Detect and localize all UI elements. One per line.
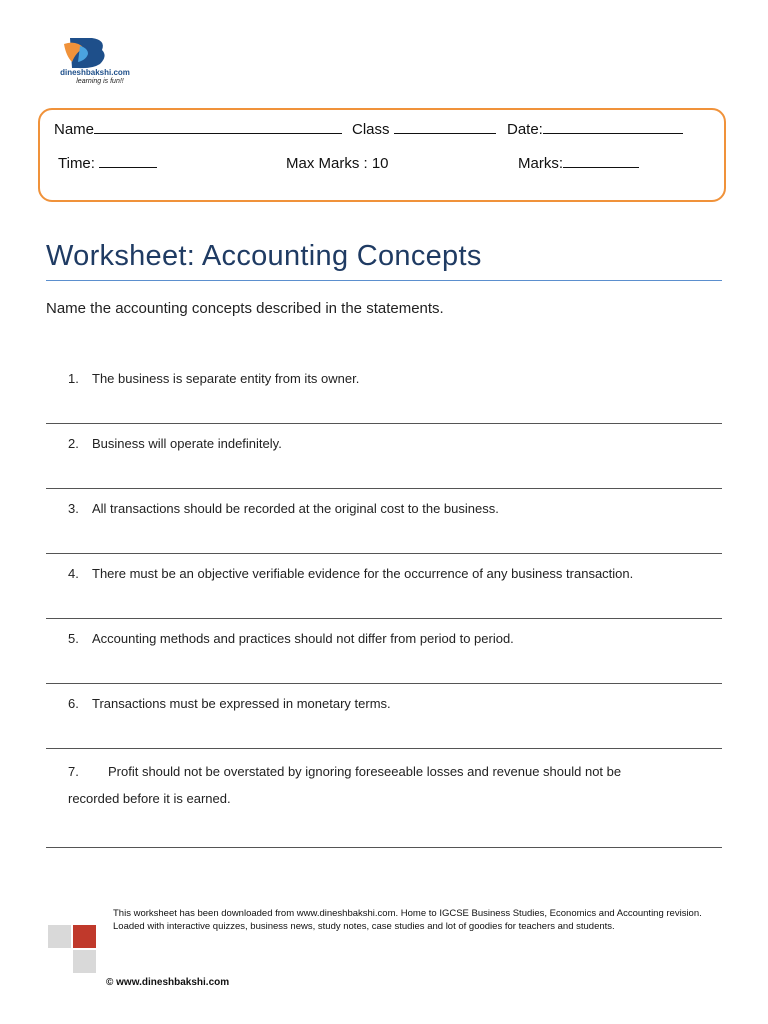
question-text: There must be an objective verifiable evidence for the occurrence of any business transaction.: [92, 566, 634, 581]
question-number: 4.: [68, 566, 79, 581]
time-field[interactable]: [58, 155, 157, 172]
class-field[interactable]: [352, 121, 496, 138]
question-7: [68, 758, 668, 812]
date-label: Date:: [507, 121, 543, 138]
name-blank[interactable]: [94, 121, 342, 134]
logo-name: dineshbakshi.com: [60, 68, 130, 77]
max-marks: Max Marks : 10: [286, 155, 389, 172]
question-text: The business is separate entity from its owner.: [92, 371, 360, 386]
footer-square-grey: [48, 925, 71, 948]
footer-square-grey-2: [73, 950, 96, 973]
answer-line-5[interactable]: [46, 683, 722, 684]
footer-square-red: [73, 925, 96, 948]
marks-blank[interactable]: [563, 155, 639, 168]
instructions: Name the accounting concepts described in the statements.: [46, 300, 444, 317]
name-label: Name: [54, 121, 95, 138]
date-blank[interactable]: [543, 121, 683, 134]
marks-field[interactable]: [518, 155, 639, 172]
question-text: Business will operate indefinitely.: [92, 436, 282, 451]
question-number: 6.: [68, 696, 79, 711]
question-number: 7.: [68, 764, 79, 779]
answer-line-2[interactable]: [46, 488, 722, 489]
question-6: [68, 696, 708, 711]
question-text: Accounting methods and practices should not differ from period to period.: [92, 631, 514, 646]
footer-note: This worksheet has been downloaded from www.dineshbakshi.com. Home to IGCSE Business Studies, Economics and Accounting revision. Loaded with interactive quizzes, business news, study notes, case studies and lot of goodies for teachers and students.: [113, 908, 702, 932]
question-3: [68, 501, 708, 516]
title-divider: [46, 280, 722, 281]
logo-mark-icon: [62, 36, 134, 70]
copyright: © www.dineshbakshi.com: [106, 977, 230, 988]
name-field[interactable]: [54, 121, 342, 138]
question-number: 1.: [68, 371, 79, 386]
marks-label: Marks:: [518, 155, 563, 172]
class-label: Class: [352, 121, 390, 138]
answer-line-6[interactable]: [46, 748, 722, 749]
question-text: All transactions should be recorded at the original cost to the business.: [92, 501, 499, 516]
question-text: Transactions must be expressed in monetary terms.: [92, 696, 391, 711]
answer-line-1[interactable]: [46, 423, 722, 424]
answer-line-3[interactable]: [46, 553, 722, 554]
date-field[interactable]: [507, 121, 683, 138]
question-number: 3.: [68, 501, 79, 516]
answer-line-4[interactable]: [46, 618, 722, 619]
question-5: [68, 631, 708, 646]
question-2: [68, 436, 708, 451]
question-number: 5.: [68, 631, 79, 646]
question-text: Profit should not be overstated by ignoring foreseeable losses and revenue should not be recorded before it is earned.: [68, 764, 622, 806]
answer-line-7[interactable]: [46, 847, 722, 848]
logo-tagline: learning is fun!!: [76, 78, 124, 85]
question-1: [68, 371, 708, 386]
question-4: [68, 566, 708, 581]
class-blank[interactable]: [394, 121, 496, 134]
question-number: 2.: [68, 436, 79, 451]
worksheet-title: Worksheet: Accounting Concepts: [46, 240, 482, 272]
time-label: Time:: [58, 155, 95, 172]
time-blank[interactable]: [99, 155, 157, 168]
